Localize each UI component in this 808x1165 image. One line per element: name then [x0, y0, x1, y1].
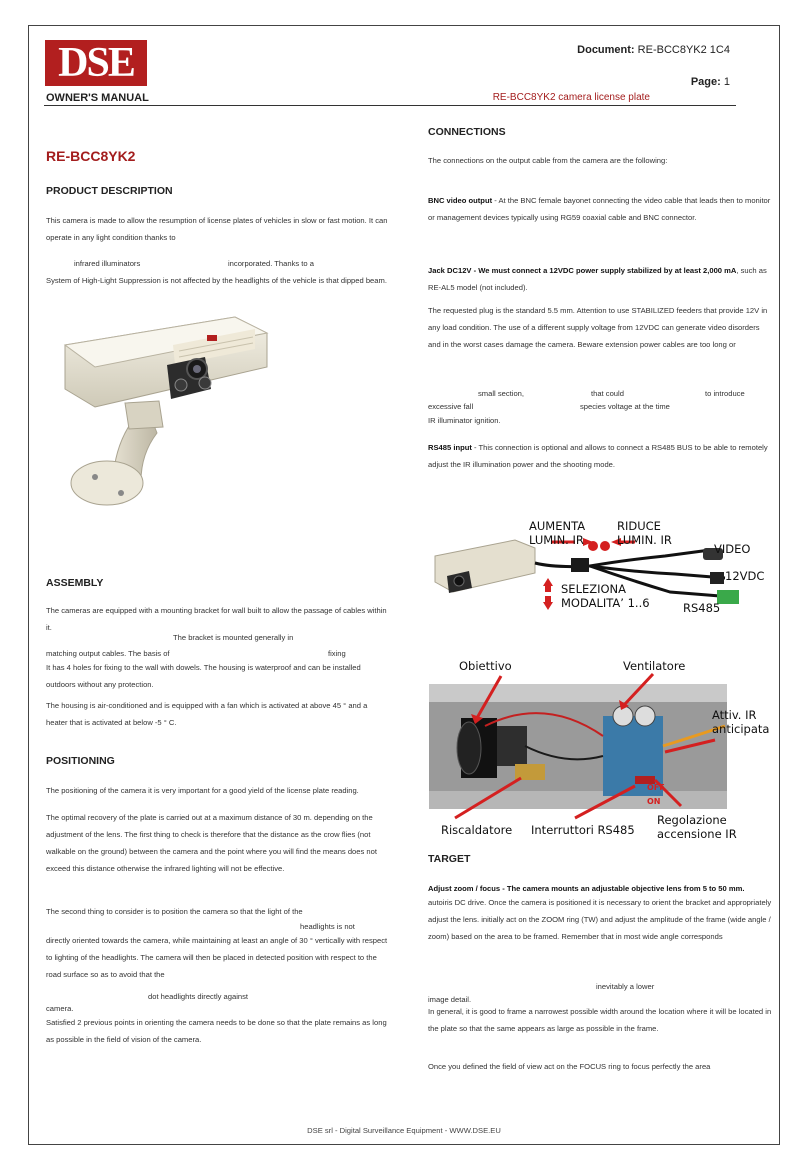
obiettivo-label: Obiettivo: [459, 659, 512, 673]
assembly-heading: ASSEMBLY: [46, 577, 104, 589]
owners-manual-label: OWNER'S MANUAL: [46, 92, 149, 104]
product-paragraph-2a: infrared illuminators: [74, 259, 141, 268]
connections-heading: CONNECTIONS: [428, 126, 506, 138]
plug-word-6: IR illuminator ignition.: [428, 416, 501, 425]
assembly-paragraph-3: The housing is air-conditioned and is equipped with a fan which is activated at above 45 ° and a heater that is activated at below -5 ° C.: [46, 701, 368, 727]
positioning-paragraph-4: Satisfied 2 previous points in orienting the camera needs to be done so that the plate remains as long as possible in the field of vision of the camera.: [46, 1018, 387, 1044]
seleziona-label-2: MODALITA’ 1..6: [561, 596, 650, 610]
bnc-paragraph: BNC video output - At the BNC female bayonet connecting the video cable that leads then to monitor or management devices typically using RG59 coaxial cable and BNC connector.: [428, 196, 771, 222]
camera-interior-diagram: [425, 656, 770, 846]
interruttori-label: Interruttori RS485: [531, 823, 635, 837]
assembly-paragraph-2d: It has 4 holes for fixing to the wall with dowels. The housing is waterproof and can be installed outdoors without any protection.: [46, 663, 361, 689]
ventilatore-label: Ventilatore: [623, 659, 686, 673]
plug-paragraph: The requested plug is the standard 5.5 mm. Attention to use STABILIZED feeders that provide 12V in any load condition. The use of a different supply voltage from 12VDC can generate video disorders and in the worst cases damage the camera. Beware extension power cables are too long or: [428, 306, 768, 349]
off-label: OFF: [647, 783, 665, 792]
target-paragraph-3: Once you defined the field of view act on the FOCUS ring to focus perfectly the area: [428, 1062, 711, 1071]
plug-word-3: to introduce: [705, 389, 745, 398]
riduce-label-2: LUMIN. IR: [617, 533, 672, 547]
target-word-1: inevitably a lower: [596, 982, 655, 991]
positioning-paragraph-2: The optimal recovery of the plate is carried out at a maximum distance of 30 m. depending on the adjustment of the lens. The first thing to check is therefore that the distance as the crow flies (not walkable on the ground) between the camera and the point where you will find the means does not exceed this distance otherwise the infrared lighting will not be effective.: [46, 813, 377, 873]
header-rule: [44, 105, 736, 106]
connections-intro: The connections on the output cable from the camera are the following:: [428, 156, 668, 165]
model-title: RE-BCC8YK2: [46, 148, 136, 164]
plug-word-2: that could: [591, 389, 624, 398]
page-footer: DSE srl - Digital Surveillance Equipment - WWW.DSE.EU: [307, 1126, 501, 1135]
product-description-heading: PRODUCT DESCRIPTION: [46, 185, 173, 197]
rs485-paragraph: RS485 input - This connection is optional and allows to connect a RS485 BUS to be able to remotely adjust the IR illumination power and the shooting mode.: [428, 443, 768, 469]
aumenta-label-2: LUMIN. IR: [529, 533, 584, 547]
seleziona-label: SELEZIONA: [561, 582, 627, 596]
plug-word-1: small section,: [478, 389, 525, 398]
target-paragraph-1: Adjust zoom / focus - The camera mounts an adjustable objective lens from 5 to 50 mm.: [428, 884, 745, 893]
jack-paragraph: Jack DC12V - We must connect a 12VDC power supply stabilized by at least 2,000 mA, such as RE-AL5 model (not included).: [428, 266, 767, 292]
riscaldatore-label: Riscaldatore: [441, 823, 513, 837]
target-paragraph-1b: autoiris DC drive. Once the camera is positioned it is necessary to orient the bracket and appropriately adjust the lens. initially act on the ZOOM ring (TW) and adjust the amplitude of the frame (wide angle / zoom) based on the area to be framed. Remember that in most wide angle corresponds: [428, 898, 772, 941]
assembly-paragraph-2b: matching output cables. The basis of: [46, 649, 170, 658]
positioning-paragraph-3a: The second thing to consider is to position the camera so that the light of the: [46, 907, 303, 916]
camera-product-photo: [55, 305, 275, 520]
positioning-paragraph-3c: directly oriented towards the camera, while maintaining at least an angle of 30 ° vertically with respect to lighting of the headlights. The camera will then be placed in detected position with respect to the road surface so as to avoid that the: [46, 936, 388, 979]
target-paragraph-2: In general, it is good to frame a narrowest possible width around the location where it will be located in the plate so that the same appears as large as possible in the frame.: [428, 1007, 772, 1033]
riduce-label: RIDUCE: [617, 519, 661, 533]
video-label: VIDEO: [714, 542, 751, 556]
assembly-paragraph-2c: fixing: [328, 649, 346, 658]
dse-logo: DSE: [45, 40, 147, 86]
plug-word-5: species voltage at the time: [580, 402, 670, 411]
document-id: Document: RE-BCC8YK2 1C4: [577, 44, 730, 56]
regolazione-label-2: accensione IR: [657, 827, 737, 841]
12vdc-label: 12VDC: [725, 569, 765, 583]
assembly-paragraph-2a: The bracket is mounted generally in: [173, 633, 294, 642]
product-paragraph-1: This camera is made to allow the resumption of license plates of vehicles in slow or fast motion. It can operate in any light condition thanks to: [46, 216, 388, 242]
positioning-paragraph-3d: dot headlights directly against: [148, 992, 249, 1001]
target-word-2: image detail.: [428, 995, 472, 1004]
assembly-paragraph-1: The cameras are equipped with a mounting bracket for wall built to allow the passage of cables within it.: [46, 606, 387, 632]
positioning-heading: POSITIONING: [46, 755, 115, 767]
positioning-paragraph-3b: headlights is not: [300, 922, 355, 931]
document-title: RE-BCC8YK2 camera license plate: [492, 92, 650, 103]
product-paragraph-2c: System of High-Light Suppression is not affected by the headlights of the vehicle is that dipped beam.: [46, 276, 387, 285]
plug-word-4: excessive fall: [428, 402, 474, 411]
regolazione-label: Regolazione: [657, 813, 727, 827]
attiv-ir-label: Attiv. IR: [712, 708, 757, 722]
cable-connections-diagram: [425, 518, 770, 618]
positioning-paragraph-3e: camera.: [46, 1004, 74, 1013]
on-label: ON: [647, 797, 661, 806]
product-paragraph-2b: incorporated. Thanks to a: [228, 259, 314, 268]
target-heading: TARGET: [428, 853, 471, 865]
positioning-paragraph-1: The positioning of the camera it is very important for a good yield of the license plate reading.: [46, 786, 359, 795]
page-number: Page: 1: [690, 76, 730, 88]
rs485-label: RS485: [683, 601, 721, 615]
attiv-ir-label-2: anticipata: [712, 722, 770, 736]
aumenta-label: AUMENTA: [529, 519, 586, 533]
